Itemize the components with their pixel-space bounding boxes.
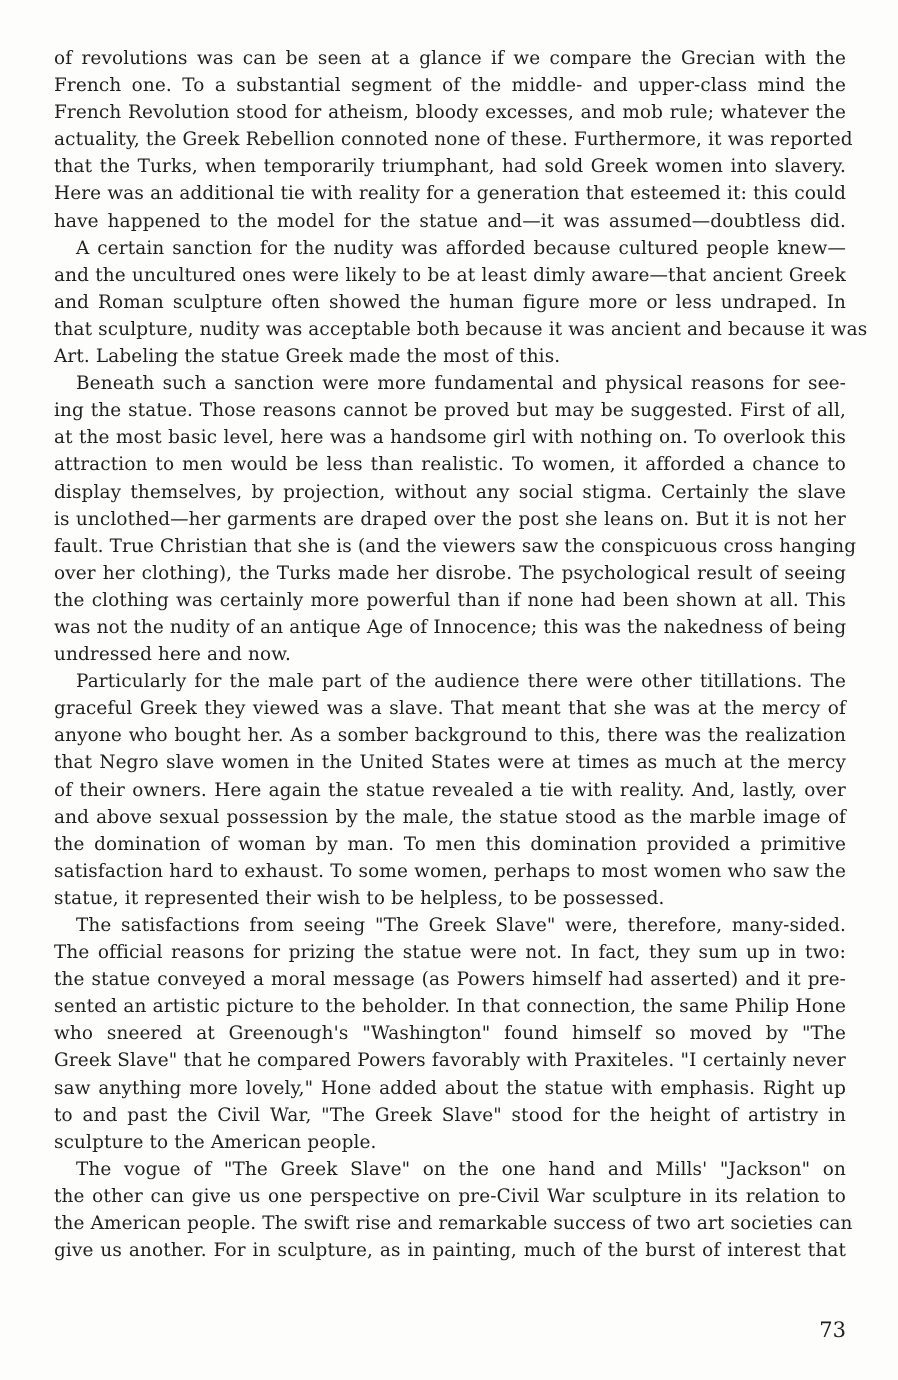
text-line: satisfaction hard to exhaust. To some women, perhaps to most women who saw the (54, 860, 846, 882)
text-line: the statue conveyed a moral message (as Powers himself had asserted) and it pre- (54, 969, 846, 991)
text-line: at the most basic level, here was a handsome girl with nothing on. To overlook this (54, 427, 846, 449)
text-line: that sculpture, nudity was acceptable both because it was ancient and because it was (54, 318, 868, 340)
text-line: over her clothing), the Turks made her disrobe. The psychological result of seeing (54, 562, 846, 584)
body-text (54, 45, 868, 1264)
text-line: The satisfactions from seeing "The Greek Slave" were, therefore, many-sided. (76, 915, 846, 936)
text-line: The official reasons for prizing the statue were not. In fact, they sum up in two: (54, 942, 846, 964)
text-line: that Negro slave women in the United States were at times as much at the mercy (54, 752, 846, 774)
text-line: ing the statue. Those reasons cannot be proved but may be suggested. First of all, (54, 400, 846, 422)
text-line: Here was an additional tie with reality for a generation that esteemed it: this could (54, 183, 846, 205)
text-line: display themselves, by projection, without any social stigma. Certainly the slave (54, 481, 846, 503)
text-line: Beneath such a sanction were more fundamental and physical reasons for see- (76, 373, 846, 395)
text-line: French Revolution stood for atheism, bloody excesses, and mob rule; whatever the (54, 102, 846, 124)
paragraph-2 (54, 235, 868, 370)
text-line: sculpture to the American people. (54, 1131, 377, 1153)
paragraph-6 (54, 1156, 853, 1264)
text-line: was not the nudity of an antique Age of Innocence; this was the nakedness of being (54, 616, 847, 638)
text-line: and above sexual possession by the male, the statue stood as the marble image of (54, 806, 846, 828)
text-line: anyone who bought her. As a somber background to this, there was the realization (54, 725, 846, 747)
text-line: to and past the Civil War, "The Greek Slave" stood for the height of artistry in (54, 1104, 846, 1126)
text-line: Art. Labeling the statue Greek made the most of this. (54, 346, 561, 368)
text-line: the other can give us one perspective on pre-Civil War sculpture in its relation to (54, 1185, 846, 1207)
text-line: statue, it represented their wish to be helpless, to be possessed. (54, 887, 665, 909)
text-line: actuality, the Greek Rebellion connoted none of these. Furthermore, it was reported (54, 129, 853, 151)
text-line: and the uncultured ones were likely to be at least dimly aware—that ancient Greek (54, 264, 846, 286)
text-line: of their owners. Here again the statue revealed a tie with reality. And, lastly, over (54, 779, 846, 801)
text-line: fault. True Christian that she is (and the viewers saw the conspicuous cross hanging (54, 535, 857, 557)
text-line: Particularly for the male part of the audience there were other titillations. The (76, 671, 846, 693)
paragraph-1 (54, 45, 853, 235)
paragraph-3 (54, 370, 857, 668)
text-line: of revolutions was can be seen at a glance if we compare the Grecian with the (54, 48, 846, 69)
text-line: saw anything more lovely," Hone added about the statue with emphasis. Right up (54, 1077, 846, 1099)
text-line: the American people. The swift rise and remarkable success of two art societies can (54, 1213, 853, 1235)
text-line: who sneered at Greenough's "Washington" found himself so moved by "The (54, 1023, 846, 1045)
text-line: have happened to the model for the statue and—it was assumed—doubtless did. (54, 210, 846, 232)
text-line: the clothing was certainly more powerful than if none had been shown at all. This (54, 589, 846, 611)
text-line: give us another. For in sculpture, as in painting, much of the burst of interest that (54, 1240, 846, 1262)
page-number: 73 (819, 1318, 846, 1342)
text-line: and Roman sculpture often showed the human figure more or less undraped. In (54, 291, 846, 313)
text-line: The vogue of "The Greek Slave" on the one hand and Mills' "Jackson" on (76, 1158, 846, 1180)
text-line: Greek Slave" that he compared Powers favorably with Praxiteles. "I certainly never (54, 1050, 846, 1072)
text-line: that the Turks, when temporarily triumphant, had sold Greek women into slavery. (54, 156, 846, 178)
paragraph-5 (54, 912, 846, 1156)
text-line: attraction to men would be less than realistic. To women, it afforded a chance to (54, 454, 846, 476)
text-line: A certain sanction for the nudity was afforded because cultured people knew— (76, 237, 846, 259)
text-line: sented an artistic picture to the beholder. In that connection, the same Philip Hone (54, 996, 846, 1018)
text-line: the domination of woman by man. To men this domination provided a primitive (54, 833, 846, 855)
text-line: graceful Greek they viewed was a slave. That meant that she was at the mercy of (54, 698, 846, 720)
text-line: is unclothed—her garments are draped over the post she leans on. But it is not her (54, 508, 846, 530)
paragraph-4 (54, 668, 846, 912)
text-line: French one. To a substantial segment of the middle- and upper-class mind the (54, 75, 846, 97)
text-line: undressed here and now. (54, 644, 291, 666)
